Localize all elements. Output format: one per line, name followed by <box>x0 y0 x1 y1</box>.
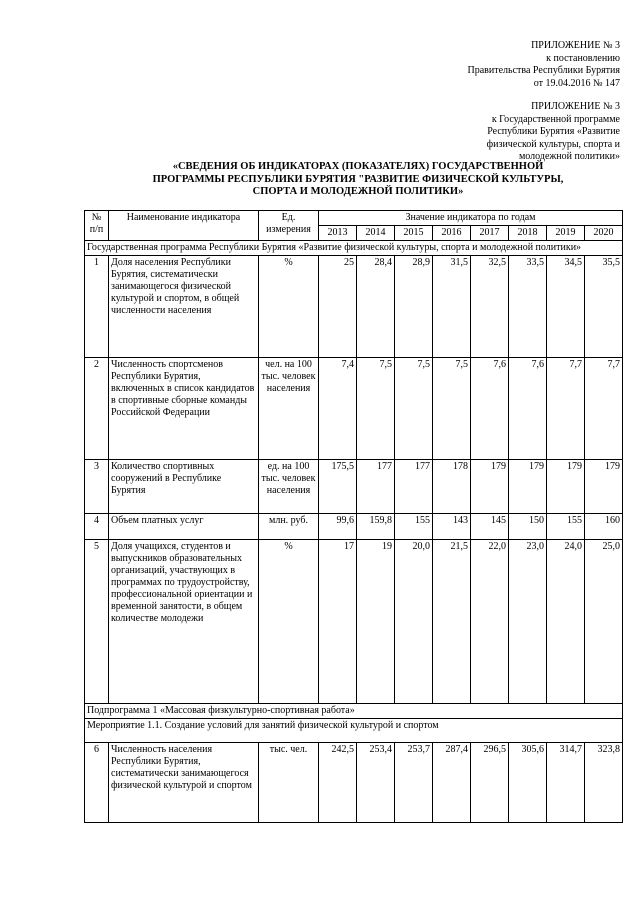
row-name: Доля учащихся, студентов и выпускников образовательных организаций, участвующих в программах по трудоустройству, профессиональной ориентации и временной занятости, в общем количестве молодежи <box>109 540 259 704</box>
table-row <box>85 514 623 540</box>
table-header-row <box>85 211 623 226</box>
row-value: 155 <box>547 514 585 540</box>
year-header: 2016 <box>433 226 471 241</box>
row-value: 253,7 <box>395 743 433 823</box>
row-num: 2 <box>85 358 109 460</box>
row-value: 32,5 <box>471 256 509 358</box>
row-value: 143 <box>433 514 471 540</box>
row-unit: тыс. чел. <box>259 743 319 823</box>
table-row <box>85 743 623 823</box>
indicators-table <box>84 210 623 823</box>
row-value: 179 <box>547 460 585 514</box>
row-name: Численность спортсменов Республики Бурятия, включенных в список кандидатов в спортивные сборные команды Российской Федерации <box>109 358 259 460</box>
row-value: 253,4 <box>357 743 395 823</box>
row-value: 155 <box>395 514 433 540</box>
row-value: 25,0 <box>585 540 623 704</box>
row-num: 1 <box>85 256 109 358</box>
row-value: 35,5 <box>585 256 623 358</box>
title-line: «СВЕДЕНИЯ ОБ ИНДИКАТОРАХ (ПОКАЗАТЕЛЯХ) ГОСУДАРСТВЕННОЙ <box>172 161 544 172</box>
row-value: 179 <box>509 460 547 514</box>
row-value: 28,4 <box>357 256 395 358</box>
row-name: Численность населения Республики Бурятия, систематически занимающегося физической культурой и спортом <box>109 743 259 823</box>
row-value: 150 <box>509 514 547 540</box>
row-value: 7,5 <box>433 358 471 460</box>
row-value: 28,9 <box>395 256 433 358</box>
year-header: 2019 <box>547 226 585 241</box>
row-unit: млн. руб. <box>259 514 319 540</box>
row-value: 160 <box>585 514 623 540</box>
row-value: 145 <box>471 514 509 540</box>
row-value: 17 <box>319 540 357 704</box>
row-unit: ед. на 100 тыс. человек населения <box>259 460 319 514</box>
row-value: 24,0 <box>547 540 585 704</box>
section-row <box>85 704 623 719</box>
row-value: 7,6 <box>509 358 547 460</box>
row-value: 33,5 <box>509 256 547 358</box>
row-value: 305,6 <box>509 743 547 823</box>
document-title <box>88 161 628 199</box>
header-line: молодежной политики» <box>518 151 620 162</box>
row-value: 179 <box>585 460 623 514</box>
table-row <box>85 358 623 460</box>
header-line: к постановлению <box>546 52 620 64</box>
table-row <box>85 460 623 514</box>
table-row <box>85 256 623 358</box>
row-value: 22,0 <box>471 540 509 704</box>
row-value: 31,5 <box>433 256 471 358</box>
row-value: 7,7 <box>547 358 585 460</box>
header-appendix-block <box>487 101 620 164</box>
row-value: 178 <box>433 460 471 514</box>
section-program: Государственная программа Республики Бурятия «Развитие физической культуры, спорта и молодежной политики» <box>85 241 623 256</box>
row-value: 296,5 <box>471 743 509 823</box>
row-value: 20,0 <box>395 540 433 704</box>
header-line: к Государственной программе <box>491 113 620 125</box>
row-value: 23,0 <box>509 540 547 704</box>
header-line: Правительства Республики Бурятия <box>467 65 620 76</box>
row-value: 21,5 <box>433 540 471 704</box>
col-header-name: Наименование индикатора <box>109 211 259 241</box>
section-row <box>85 719 623 743</box>
year-header: 2017 <box>471 226 509 241</box>
row-value: 34,5 <box>547 256 585 358</box>
col-header-num: № п/п <box>85 211 109 241</box>
section-subprogram: Подпрограмма 1 «Массовая физкультурно-спортивная работа» <box>85 704 623 719</box>
row-name: Доля населения Республики Бурятия, систематически занимающегося физической культурой и спортом, в общей численности населения <box>109 256 259 358</box>
row-num: 4 <box>85 514 109 540</box>
row-unit: % <box>259 256 319 358</box>
year-header: 2013 <box>319 226 357 241</box>
year-header: 2015 <box>395 226 433 241</box>
row-value: 314,7 <box>547 743 585 823</box>
year-header: 2014 <box>357 226 395 241</box>
row-value: 7,7 <box>585 358 623 460</box>
row-value: 7,4 <box>319 358 357 460</box>
row-value: 287,4 <box>433 743 471 823</box>
row-unit: % <box>259 540 319 704</box>
row-value: 99,6 <box>319 514 357 540</box>
row-value: 175,5 <box>319 460 357 514</box>
section-row <box>85 241 623 256</box>
title-line: ПРОГРАММЫ РЕСПУБЛИКИ БУРЯТИЯ "РАЗВИТИЕ ФИЗИЧЕСКОЙ КУЛЬТУРЫ, <box>152 173 564 185</box>
header-line: ПРИЛОЖЕНИЕ № 3 <box>531 101 620 112</box>
row-name: Объем платных услуг <box>109 514 259 540</box>
row-value: 323,8 <box>585 743 623 823</box>
title-line: СПОРТА И МОЛОДЕЖНОЙ ПОЛИТИКИ» <box>252 186 464 197</box>
header-approval-block <box>467 40 620 90</box>
col-header-unit: Ед. измерения <box>259 211 319 241</box>
section-measure: Мероприятие 1.1. Создание условий для занятий физической культурой и спортом <box>85 719 623 743</box>
col-header-values: Значение индикатора по годам <box>319 211 623 226</box>
row-value: 7,5 <box>357 358 395 460</box>
row-num: 6 <box>85 743 109 823</box>
header-line: от 19.04.2016 № 147 <box>533 77 620 89</box>
row-value: 7,6 <box>471 358 509 460</box>
row-unit: чел. на 100 тыс. человек населения <box>259 358 319 460</box>
row-num: 5 <box>85 540 109 704</box>
row-value: 242,5 <box>319 743 357 823</box>
row-value: 177 <box>395 460 433 514</box>
row-name: Количество спортивных сооружений в Республике Бурятия <box>109 460 259 514</box>
row-value: 19 <box>357 540 395 704</box>
row-value: 7,5 <box>395 358 433 460</box>
row-value: 177 <box>357 460 395 514</box>
year-header: 2020 <box>585 226 623 241</box>
row-value: 25 <box>319 256 357 358</box>
year-header: 2018 <box>509 226 547 241</box>
table-row <box>85 540 623 704</box>
header-line: физической культуры, спорта и <box>486 138 620 150</box>
row-num: 3 <box>85 460 109 514</box>
header-line: Республики Бурятия «Развитие <box>487 126 620 137</box>
header-line: ПРИЛОЖЕНИЕ № 3 <box>531 40 620 51</box>
row-value: 159,8 <box>357 514 395 540</box>
row-value: 179 <box>471 460 509 514</box>
